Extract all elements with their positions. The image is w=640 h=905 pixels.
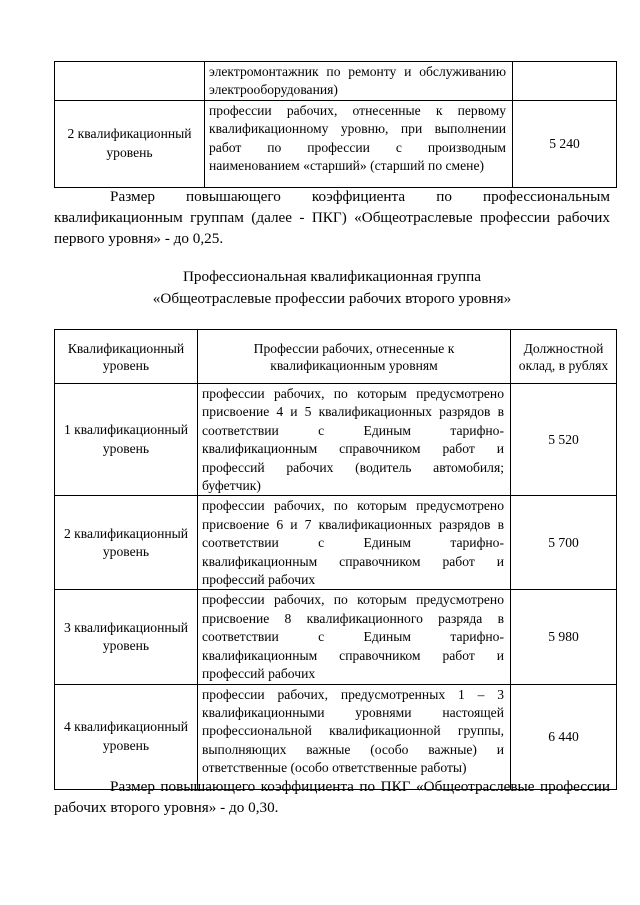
professions-cell: электромонтажник по ремонту и обслуживанию электрооборудования) xyxy=(205,62,513,101)
table-header-row xyxy=(55,330,617,384)
table-row xyxy=(55,590,617,684)
professions-cell: профессии рабочих, по которым предусмотрено присвоение 6 и 7 квалификационных разрядов в соответствии с Единым тарифно-квалификационным справочником работ и профессий рабочих xyxy=(198,496,511,590)
table-first-level-continuation xyxy=(54,61,617,188)
salary-cell xyxy=(513,62,617,101)
salary-cell: 5 980 xyxy=(511,590,617,684)
header-salary: Должностной оклад, в рублях xyxy=(511,330,617,384)
salary-cell: 6 440 xyxy=(511,684,617,789)
level-cell: 3 квалификационный уровень xyxy=(55,590,198,684)
coefficient-paragraph-second-level: Размер повышающего коэффициента по ПКГ «Общеотраслевые профессии рабочих второго уровня» - до 0,30. xyxy=(54,778,610,816)
coefficient-paragraph-first-level: Размер повышающего коэффициента по профессиональным квалификационным группам (далее - ПКГ) «Общеотраслевые профессии рабочих первого уровня» - до 0,25. xyxy=(54,188,610,247)
professions-cell: профессии рабочих, по которым предусмотрено присвоение 4 и 5 квалификационных разрядов в соответствии с Единым тарифно-квалификационным справочником работ и профессий рабочих (водитель автомобиля; буфетчик) xyxy=(198,384,511,496)
header-level: Квалификационный уровень xyxy=(55,330,198,384)
professions-cell: профессии рабочих, отнесенные к первому квалификационному уровню, при выполнении работ по профессии с производным наименованием «старший» (старший по смене) xyxy=(205,100,513,187)
salary-cell: 5 700 xyxy=(511,496,617,590)
level-cell: 2 квалификационный уровень xyxy=(55,496,198,590)
salary-cell: 5 240 xyxy=(513,100,617,187)
table-row xyxy=(55,384,617,496)
professions-cell: профессии рабочих, предусмотренных 1 – 3 квалификационными уровнями настоящей профессиональной квалификационной группы, выполняющих важные (особо важные) и ответственные (особо ответственные работы) xyxy=(198,684,511,789)
table-row xyxy=(55,100,617,187)
level-cell xyxy=(55,62,205,101)
header-professions: Профессии рабочих, отнесенные к квалификационным уровням xyxy=(198,330,511,384)
table-row xyxy=(55,684,617,789)
level-cell: 1 квалификационный уровень xyxy=(55,384,198,496)
level-cell: 2 квалификационный уровень xyxy=(55,100,205,187)
group-title-line2: «Общеотраслевые профессии рабочих второго уровня» xyxy=(152,290,512,307)
professions-cell: профессии рабочих, по которым предусмотрено присвоение 8 квалификационного разряда в соответствии с Единым тарифно-квалификационным справочником работ и профессий рабочих xyxy=(198,590,511,684)
table-row xyxy=(55,496,617,590)
group-title-line1: Профессиональная квалификационная группа xyxy=(182,268,482,285)
table-second-level xyxy=(54,329,617,790)
level-cell: 4 квалификационный уровень xyxy=(55,684,198,789)
table-row xyxy=(55,62,617,101)
salary-cell: 5 520 xyxy=(511,384,617,496)
